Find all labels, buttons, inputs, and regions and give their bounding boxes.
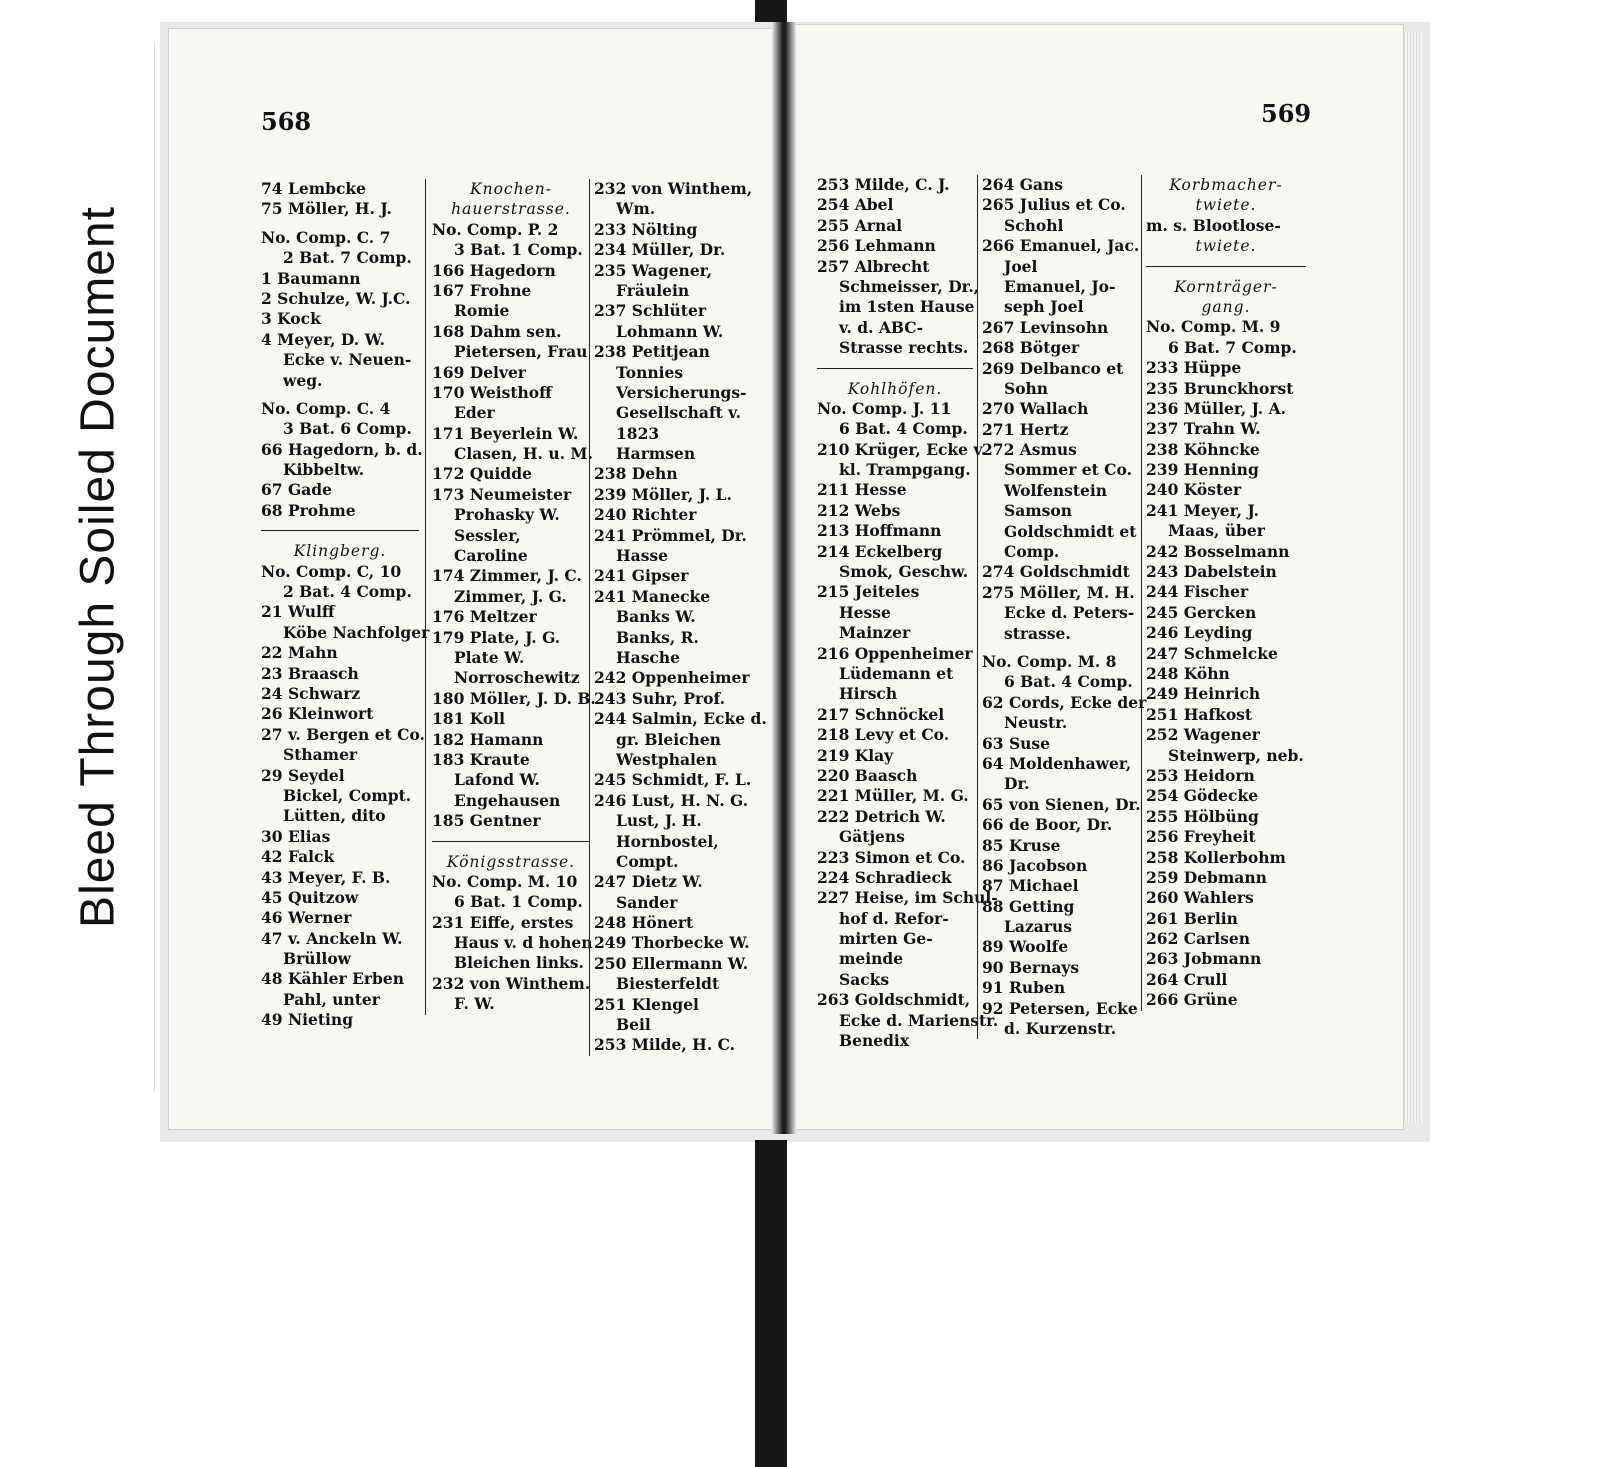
directory-entry-continuation: strasse. [1004,623,1071,643]
column-divider-rule [817,368,973,369]
directory-entry: 214 Eckelberg [817,541,943,561]
book-gutter [772,22,796,1134]
directory-entry-continuation: 6 Bat. 1 Comp. [454,892,583,912]
directory-entry: 254 Gödecke [1146,786,1259,806]
directory-entry-continuation: 2 Bat. 7 Comp. [283,248,412,268]
directory-entry-continuation: Hasche [616,647,680,667]
directory-entry: 215 Jeiteles [817,582,920,602]
directory-entry: 255 Hölbüng [1146,806,1259,826]
company-header: No. Comp. J. 11 [817,398,952,418]
directory-entry-continuation: Steinwerp, neb. [1168,745,1304,765]
directory-entry-continuation: Biesterfeldt [616,974,720,994]
directory-entry: 75 Möller, H. J. [261,199,392,219]
directory-entry: 49 Nieting [261,1010,354,1030]
directory-entry: 241 Manecke [594,586,711,606]
directory-entry: 251 Klengel [594,994,699,1014]
column-spacer [982,644,1140,652]
directory-entry-continuation: Gätjens [839,827,905,847]
directory-entry: 272 Asmus [982,440,1077,460]
directory-entry: 249 Heinrich [1146,684,1261,704]
company-header: No. Comp. C. 7 [261,227,391,247]
directory-entry: 269 Delbanco et [982,358,1124,378]
directory-entry: 248 Hönert [594,913,694,933]
directory-entry-continuation: Ecke v. Neuen- [283,350,412,370]
directory-entry: 212 Webs [817,500,901,520]
directory-entry-continuation: Eder [454,403,495,423]
directory-entry-continuation: 6 Bat. 4 Comp. [1004,672,1133,692]
directory-entry-continuation: Schmeisser, Dr., [839,276,980,296]
directory-entry-continuation: Comp. [1004,542,1060,562]
directory-entry: 221 Müller, M. G. [817,786,969,806]
directory-entry: 227 Heise, im Schul- [817,888,998,908]
directory-entry-continuation: Gesellschaft v. [616,403,742,423]
street-heading: hauerstrasse. [451,200,571,219]
directory-entry: 183 Kraute [432,749,530,769]
directory-entry-continuation: Benedix [839,1031,910,1051]
directory-entry: 241 Gipser [594,566,689,586]
directory-entry: 253 Heidorn [1146,765,1255,785]
directory-entry: 89 Woolfe [982,937,1069,957]
directory-entry: 238 Petitjean [594,342,710,362]
directory-entry: 236 Müller, J. A. [1146,398,1286,418]
directory-entry-continuation: Lüdemann et [839,663,954,683]
directory-entry-continuation: v. d. ABC- [839,317,924,337]
directory-entry: 169 Delver [432,362,526,382]
directory-entry: 182 Hamann [432,729,544,749]
company-header: No. Comp. C. 4 [261,398,391,418]
directory-entry-continuation: Maas, über [1168,521,1265,541]
directory-entry: 65 von Sienen, Dr. [982,794,1141,814]
directory-entry-continuation: Prohasky W. [454,505,560,525]
directory-entry-continuation: Hornbostel, [616,831,719,851]
directory-entry: 257 Albrecht [817,256,930,276]
directory-entry-continuation: gr. Bleichen [616,729,721,749]
page-fore-edge [1404,32,1422,1122]
street-heading: twiete. [1195,196,1257,215]
directory-entry: 67 Gade [261,480,332,500]
directory-entry: m. s. Blootlose- [1146,215,1281,235]
left-page-column-2 [425,179,596,1015]
directory-entry-continuation: Beil [616,1015,651,1035]
directory-entry: 48 Kähler Erben [261,969,405,989]
directory-entry: 27 v. Bergen et Co. [261,724,425,744]
directory-entry: 74 Lembcke [261,179,367,198]
directory-entry: 45 Quitzow [261,887,359,907]
directory-entry: 252 Wagener [1146,725,1260,745]
directory-entry: 258 Kollerbohm [1146,847,1286,867]
directory-entry: 254 Abel [817,195,894,215]
directory-entry: 2 Schulze, W. J.C. [261,288,411,308]
directory-entry-continuation: im 1sten Hause [839,297,975,317]
directory-entry-continuation: Harmsen [616,444,696,464]
directory-entry-continuation: Köbe Nachfolger [283,622,430,642]
directory-entry: 241 Prömmel, Dr. [594,525,747,545]
street-heading: gang. [1201,297,1251,316]
directory-entry: 274 Goldschmidt [982,562,1130,582]
directory-entry: 91 Ruben [982,978,1066,998]
directory-entry: 167 Frohne [432,280,532,300]
directory-entry: 213 Hoffmann [817,521,942,541]
directory-entry: 216 Oppenheimer [817,643,973,663]
directory-entry-continuation: Goldschmidt et [1004,521,1137,541]
directory-entry-continuation: Schohl [1004,215,1064,235]
directory-entry: 243 Dabelstein [1146,562,1277,582]
directory-entry-continuation: Caroline [454,546,528,566]
directory-entry-continuation: Haus v. d hohen [454,933,593,953]
directory-entry-continuation: Sohn [1004,378,1049,398]
directory-entry: 46 Werner [261,908,352,928]
directory-entry: 245 Gercken [1146,602,1257,622]
directory-entry: 238 Köhncke [1146,439,1260,459]
directory-entry: 1 Baumann [261,268,361,288]
company-header: No. Comp. M. 10 [432,871,578,891]
directory-entry-continuation: Lust, J. H. [616,811,702,831]
directory-entry: 170 Weisthoff [432,382,552,402]
directory-entry: 88 Getting [982,896,1075,916]
directory-entry-continuation: Plate W. [454,647,525,667]
directory-entry: 176 Meltzer [432,607,537,627]
directory-entry: 253 Milde, H. C. [594,1035,736,1055]
directory-entry: 26 Kleinwort [261,704,374,724]
directory-entry-continuation: Smok, Geschw. [839,562,969,582]
directory-entry: 173 Neumeister [432,484,572,504]
directory-entry: 265 Julius et Co. [982,195,1126,215]
directory-entry-continuation: Sthamer [283,745,358,765]
directory-entry-continuation: Lafond W. [454,770,540,790]
directory-entry: 271 Hertz [982,419,1069,439]
directory-entry: 264 Gans [982,175,1064,194]
directory-entry-continuation: Kibbeltw. [283,460,365,480]
directory-entry: 241 Meyer, J. [1146,500,1259,520]
bookmark-ribbon-bottom [755,1140,787,1467]
street-heading: Kohlhöfen. [847,379,943,398]
directory-entry-continuation: Lohmann W. [616,321,724,341]
directory-entry-continuation: Brüllow [283,949,351,969]
directory-entry: 262 Carlsen [1146,929,1251,949]
directory-entry: 248 Köhn [1146,663,1230,683]
directory-entry-continuation: Wm. [616,199,656,219]
directory-entry-continuation: Hasse [616,546,669,566]
directory-entry: 261 Berlin [1146,908,1238,928]
directory-entry: 181 Koll [432,709,505,729]
directory-entry: 233 Nölting [594,219,698,239]
directory-entry-continuation: Sessler, [454,525,521,545]
directory-entry: 22 Mahn [261,643,338,663]
directory-entry: 231 Eiffe, erstes [432,912,574,932]
directory-entry: 30 Elias [261,826,331,846]
directory-entry: 247 Dietz W. [594,872,703,892]
directory-entry-continuation: 3 Bat. 1 Comp. [454,240,583,260]
street-heading: Korbmacher- [1169,176,1283,194]
directory-entry: 218 Levy et Co. [817,725,950,745]
directory-entry-continuation: Dr. [1004,774,1030,794]
directory-entry-continuation: meinde [839,949,904,969]
directory-entry: 242 Oppenheimer [594,668,750,688]
directory-entry: 63 Suse [982,733,1051,753]
directory-entry: 235 Wagener, [594,260,713,280]
directory-entry: 246 Lust, H. N. G. [594,790,749,810]
directory-entry: 249 Thorbecke W. [594,933,750,953]
directory-entry: 29 Seydel [261,765,345,785]
directory-entry-continuation: Westphalen [616,749,718,769]
directory-entry-continuation: Ecke d. Peters- [1004,603,1135,623]
directory-entry-continuation: Sacks [839,969,890,989]
directory-entry-continuation: Hirsch [839,684,898,704]
directory-entry: 233 Hüppe [1146,358,1242,378]
right-page [792,24,1404,1130]
directory-entry-continuation: F. W. [454,994,495,1014]
directory-entry: 264 Crull [1146,969,1228,989]
directory-entry: 47 v. Anckeln W. [261,928,403,948]
directory-entry-continuation: Clasen, H. u. M. [454,444,593,464]
directory-entry: 266 Grüne [1146,990,1238,1010]
directory-entry: 266 Emanuel, Jac. [982,236,1140,256]
directory-entry: 85 Kruse [982,835,1061,855]
directory-entry-continuation: Hesse [839,602,891,622]
directory-entry-continuation: Engehausen [454,790,561,810]
directory-entry: 235 Brunckhorst [1146,378,1294,398]
directory-entry: 224 Schradieck [817,867,952,887]
directory-entry-continuation: Sander [616,892,678,912]
directory-entry-continuation: Bleichen links. [454,953,584,973]
street-heading: Kornträger- [1174,277,1278,296]
directory-entry-continuation: Sommer et Co. [1004,460,1132,480]
directory-entry: 222 Detrich W. [817,806,946,826]
directory-entry: 242 Bosselmann [1146,541,1290,561]
directory-entry: 232 von Winthem, [594,179,753,198]
directory-entry: 90 Bernays [982,957,1080,977]
left-page-column-3 [589,179,767,1056]
directory-entry-continuation: mirten Ge- [839,929,933,949]
company-header: No. Comp. P. 2 [432,219,559,239]
directory-entry: 251 Hafkost [1146,704,1253,724]
side-label-text: Bleed Through Soiled Document [71,206,125,928]
company-header: No. Comp. M. 8 [982,651,1117,671]
directory-entry: 174 Zimmer, J. C. [432,566,582,586]
company-header: No. Comp. C, 10 [261,561,402,581]
directory-entry: 244 Salmin, Ecke d. [594,709,767,729]
directory-entry: 66 de Boor, Dr. [982,815,1113,835]
directory-entry-continuation: 6 Bat. 4 Comp. [839,419,968,439]
directory-entry-continuation: Norroschewitz [454,668,580,688]
directory-entry-continuation: hof d. Refor- [839,908,949,928]
column-spacer [261,220,419,228]
directory-entry-continuation: Fräulein [616,280,690,300]
directory-entry: 237 Schlüter [594,301,706,321]
directory-entry: 237 Trahn W. [1146,419,1261,439]
directory-entry-continuation: 2 Bat. 4 Comp. [283,582,412,602]
directory-entry: 255 Arnal [817,215,903,235]
directory-entry: 23 Braasch [261,663,359,683]
page-number-left: 568 [261,107,312,136]
directory-entry-continuation: weg. [283,370,323,390]
directory-entry: 168 Dahm sen. [432,321,562,341]
directory-entry: 185 Gentner [432,811,541,831]
directory-entry-continuation: Compt. [616,851,679,871]
column-divider-rule [261,530,419,531]
directory-entry: 243 Suhr, Prof. [594,688,725,708]
street-heading: Klingberg. [293,542,387,561]
directory-entry: 92 Petersen, Ecke [982,998,1138,1018]
directory-entry: 24 Schwarz [261,683,361,703]
directory-entry: 87 Michael [982,876,1079,896]
directory-entry-continuation: Neustr. [1004,713,1068,733]
directory-entry: 263 Goldschmidt, [817,990,971,1010]
directory-entry-continuation: seph Joel [1004,297,1084,317]
street-heading: Königsstrasse. [446,852,576,871]
bleed-through-label-panel [42,42,155,1092]
directory-entry: 260 Wahlers [1146,888,1254,908]
directory-entry-continuation: Emanuel, Jo- [1004,276,1116,296]
directory-entry-continuation: Versicherungs- [616,382,747,402]
directory-entry: 240 Köster [1146,480,1242,500]
directory-entry-continuation: 1823 [616,423,660,443]
directory-entry-continuation: Bickel, Compt. [283,785,412,805]
directory-entry-continuation: Lütten, dito [283,806,386,826]
directory-entry-continuation: Pietersen, Frau [454,342,588,362]
directory-entry: 42 Falck [261,847,335,867]
directory-entry: 62 Cords, Ecke der [982,692,1147,712]
directory-entry-continuation: 6 Bat. 7 Comp. [1168,337,1297,357]
left-page [168,28,782,1130]
directory-entry: 247 Schmelcke [1146,643,1278,663]
directory-entry: 238 Dehn [594,464,678,484]
directory-entry: 256 Lehmann [817,236,936,256]
directory-entry: 43 Meyer, F. B. [261,867,391,887]
directory-entry-continuation: Ecke d. Marienstr. [839,1010,999,1030]
directory-entry: 4 Meyer, D. W. [261,329,385,349]
directory-entry: 68 Prohme [261,500,356,520]
left-page-column-1 [261,179,430,1031]
right-page-column-2 [977,175,1147,1039]
directory-entry: 239 Möller, J. L. [594,484,732,504]
directory-entry: 268 Bötger [982,338,1080,358]
right-page-column-1 [817,175,999,1051]
directory-entry: 64 Moldenhawer, [982,753,1132,773]
directory-entry: 256 Freyheit [1146,827,1256,847]
directory-entry: 86 Jacobson [982,855,1088,875]
directory-entry: 172 Quidde [432,464,532,484]
directory-entry: 223 Simon et Co. [817,847,966,867]
directory-entry: 3 Kock [261,309,321,329]
directory-entry: 21 Wulff [261,602,335,622]
directory-entry: 246 Leyding [1146,623,1253,643]
directory-entry: 263 Jobmann [1146,949,1262,969]
column-spacer [261,391,419,399]
directory-entry: 250 Ellermann W. [594,953,749,973]
open-book [160,22,1430,1142]
column-divider-rule [432,841,590,842]
directory-entry: 259 Debmann [1146,867,1267,887]
directory-entry: 244 Fischer [1146,582,1249,602]
directory-entry-continuation: Zimmer, J. G. [454,586,567,606]
directory-entry: 220 Baasch [817,765,918,785]
directory-entry-continuation: Joel [1004,256,1038,276]
directory-entry-continuation: Banks, R. [616,627,699,647]
directory-entry: 179 Plate, J. G. [432,627,561,647]
directory-entry: 240 Richter [594,505,697,525]
directory-entry: 234 Müller, Dr. [594,240,726,260]
directory-entry-continuation: d. Kurzenstr. [1004,1019,1117,1039]
directory-entry: 211 Hesse [817,480,907,500]
company-header: No. Comp. M. 9 [1146,317,1281,337]
directory-entry: 275 Möller, M. H. [982,582,1135,602]
directory-entry-continuation: Tonnies [616,362,684,382]
directory-entry: 253 Milde, C. J. [817,175,950,194]
directory-entry: 217 Schnöckel [817,704,945,724]
directory-entry-continuation: kl. Trampgang. [839,460,971,480]
directory-entry-continuation: Wolfenstein [1004,480,1108,500]
directory-entry: 166 Hagedorn [432,260,556,280]
directory-entry-continuation: Strasse rechts. [839,338,969,358]
directory-entry-continuation: Lazarus [1004,917,1072,937]
directory-entry: 232 von Winthem. [432,973,591,993]
directory-entry: 239 Henning [1146,460,1259,480]
directory-entry-continuation: Samson [1004,501,1072,521]
directory-entry: 180 Möller, J. D. B. [432,688,596,708]
directory-entry-continuation: Mainzer [839,623,911,643]
directory-entry: 210 Krüger, Ecke v. [817,439,987,459]
directory-entry: 66 Hagedorn, b. d. [261,439,423,459]
directory-entry-continuation: Romie [454,301,510,321]
directory-entry: 171 Beyerlein W. [432,423,579,443]
directory-entry-continuation: Pahl, unter [283,989,380,1009]
street-heading: twiete. [1195,237,1257,256]
right-page-column-3 [1141,175,1306,1011]
column-divider-rule [1146,266,1306,267]
directory-entry: 267 Levinsohn [982,317,1109,337]
directory-entry: 219 Klay [817,745,894,765]
street-heading: Knochen- [470,180,552,198]
directory-entry-continuation: Banks W. [616,607,696,627]
page-number-right: 569 [1261,99,1312,128]
directory-entry: 245 Schmidt, F. L. [594,770,752,790]
directory-entry: 270 Wallach [982,399,1089,419]
directory-entry-continuation: 3 Bat. 6 Comp. [283,419,412,439]
